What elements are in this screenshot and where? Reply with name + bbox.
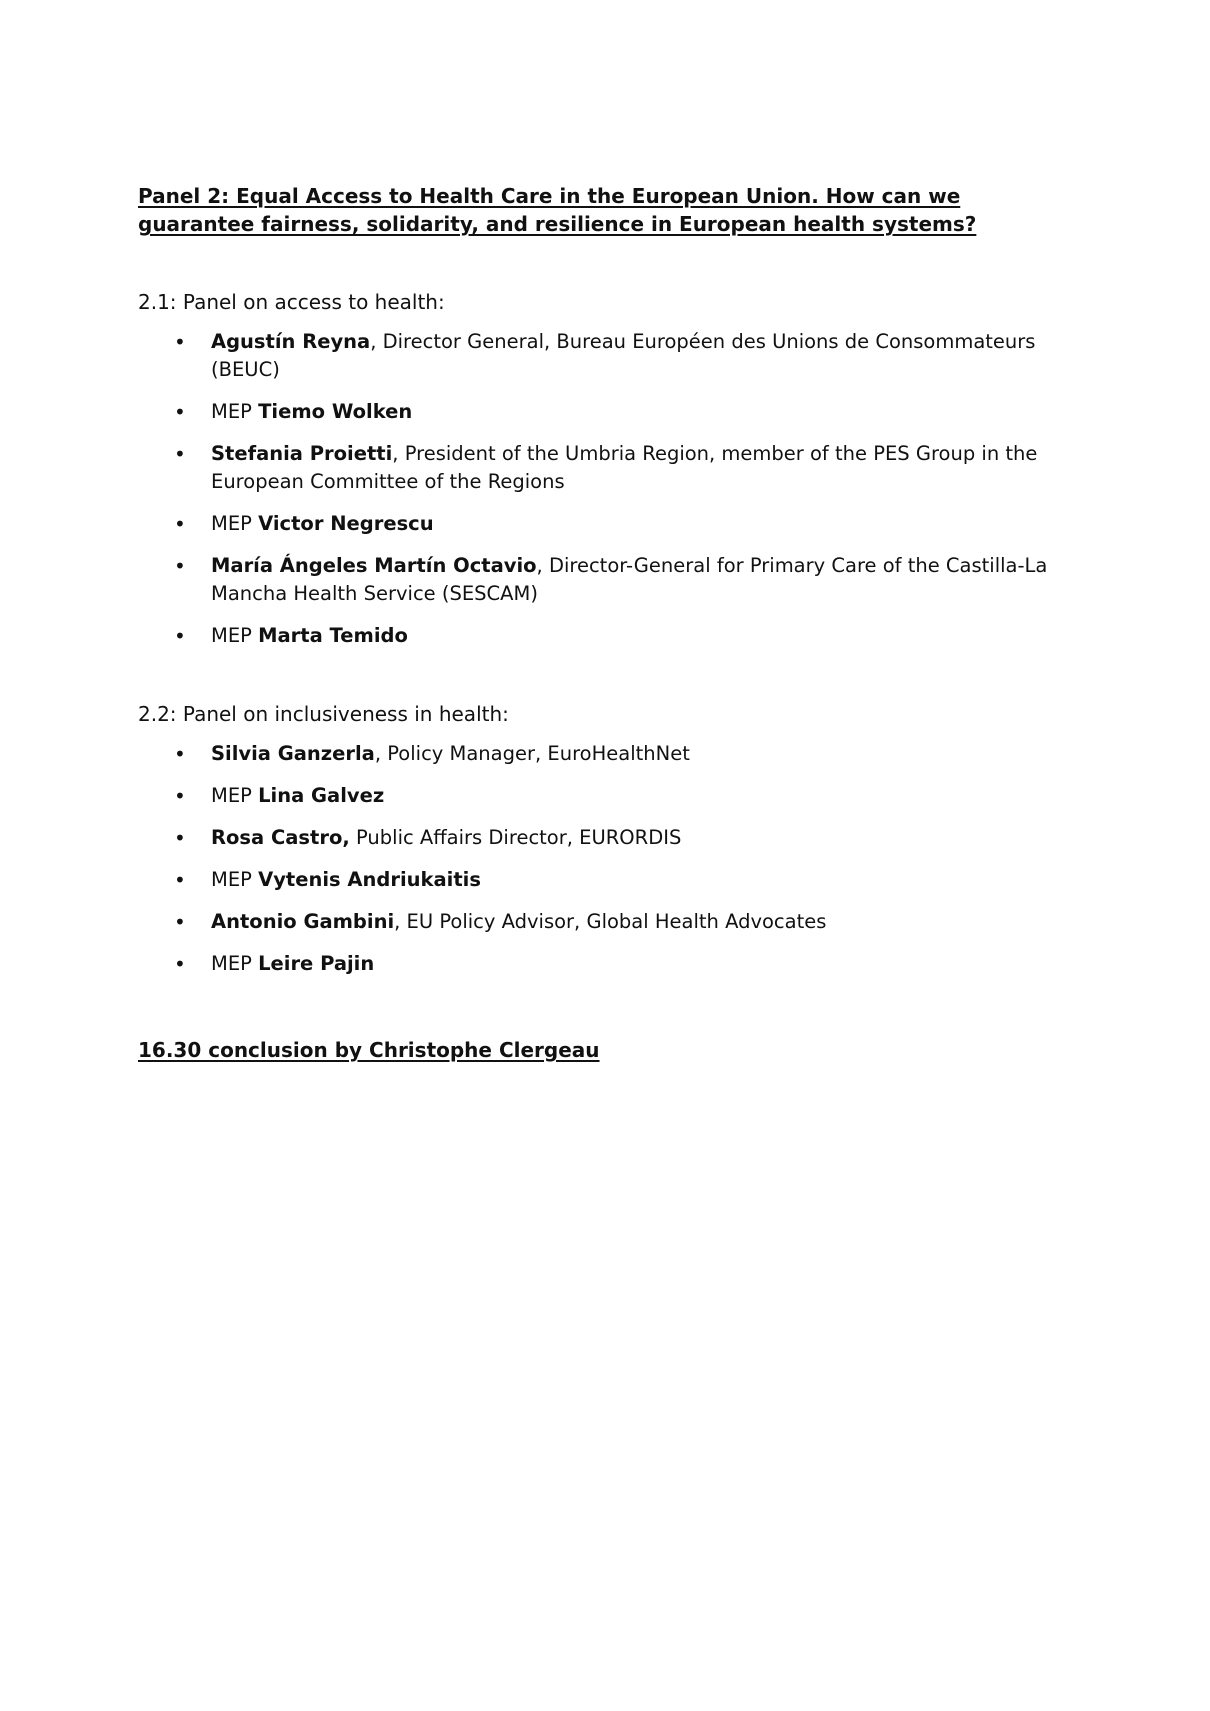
speaker-prefix: MEP [211,624,259,647]
speaker-item [138,552,1078,608]
speaker-detail: Public Affairs Director, EURORDIS [349,826,682,849]
document-content [138,182,1078,1064]
speaker-item [138,740,1078,768]
speaker-list-access [138,328,1078,650]
speaker-name: Leire Pajin [258,952,375,975]
bullet-icon: • [174,910,186,934]
bullet-icon: • [174,742,186,766]
speaker-prefix: MEP [211,868,259,891]
section-heading-access: 2.1: Panel on access to health: [138,290,445,314]
speaker-prefix: MEP [211,784,259,807]
bullet-icon: • [174,442,186,466]
speaker-item [138,950,1078,978]
panel-title: Panel 2: Equal Access to Health Care in the European Union. How can we guarantee fairness, solidarity, and resilience in European health systems? [138,184,977,236]
bullet-icon: • [174,826,186,850]
bullet-icon: • [174,952,186,976]
speaker-detail: , EU Policy Advisor, Global Health Advocates [394,910,827,933]
speaker-name: Vytenis Andriukaitis [258,868,481,891]
speaker-item [138,866,1078,894]
speaker-item [138,328,1078,384]
bullet-icon: • [174,784,186,808]
speaker-list-inclusiveness [138,740,1078,978]
bullet-icon: • [174,512,186,536]
speaker-detail: , Policy Manager, EuroHealthNet [374,742,690,765]
speaker-prefix: MEP [211,512,259,535]
bullet-icon: • [174,624,186,648]
speaker-item [138,824,1078,852]
speaker-item [138,908,1078,936]
speaker-name: Tiemo Wolken [258,400,413,423]
speaker-name: Marta Temido [258,624,408,647]
section-heading-inclusiveness: 2.2: Panel on inclusiveness in health: [138,702,509,726]
speaker-name: Victor Negrescu [258,512,434,535]
bullet-icon: • [174,868,186,892]
speaker-name: Rosa Castro, [211,826,350,849]
speaker-item [138,622,1078,650]
speaker-item [138,398,1078,426]
speaker-name: Agustín Reyna [211,330,371,353]
speaker-name: Silvia Ganzerla [211,742,375,765]
speaker-name: María Ángeles Martín Octavio [211,554,537,577]
bullet-icon: • [174,400,186,424]
conclusion-heading: 16.30 conclusion by Christophe Clergeau [138,1038,600,1062]
speaker-name: Lina Galvez [258,784,385,807]
speaker-item [138,510,1078,538]
speaker-detail: , Director-General for Primary Care of the Castilla-La Mancha Health Service (SESCAM) [211,554,1048,605]
bullet-icon: • [174,330,186,354]
speaker-detail: , President of the Umbria Region, member of the PES Group in the European Committee of the Regions [211,442,1038,493]
speaker-detail: , Director General, Bureau Européen des Unions de Consommateurs (BEUC) [211,330,1036,381]
speaker-name: Stefania Proietti [211,442,393,465]
speaker-name: Antonio Gambini [211,910,395,933]
speaker-prefix: MEP [211,952,259,975]
speaker-item [138,440,1078,496]
bullet-icon: • [174,554,186,578]
speaker-item [138,782,1078,810]
speaker-prefix: MEP [211,400,259,423]
